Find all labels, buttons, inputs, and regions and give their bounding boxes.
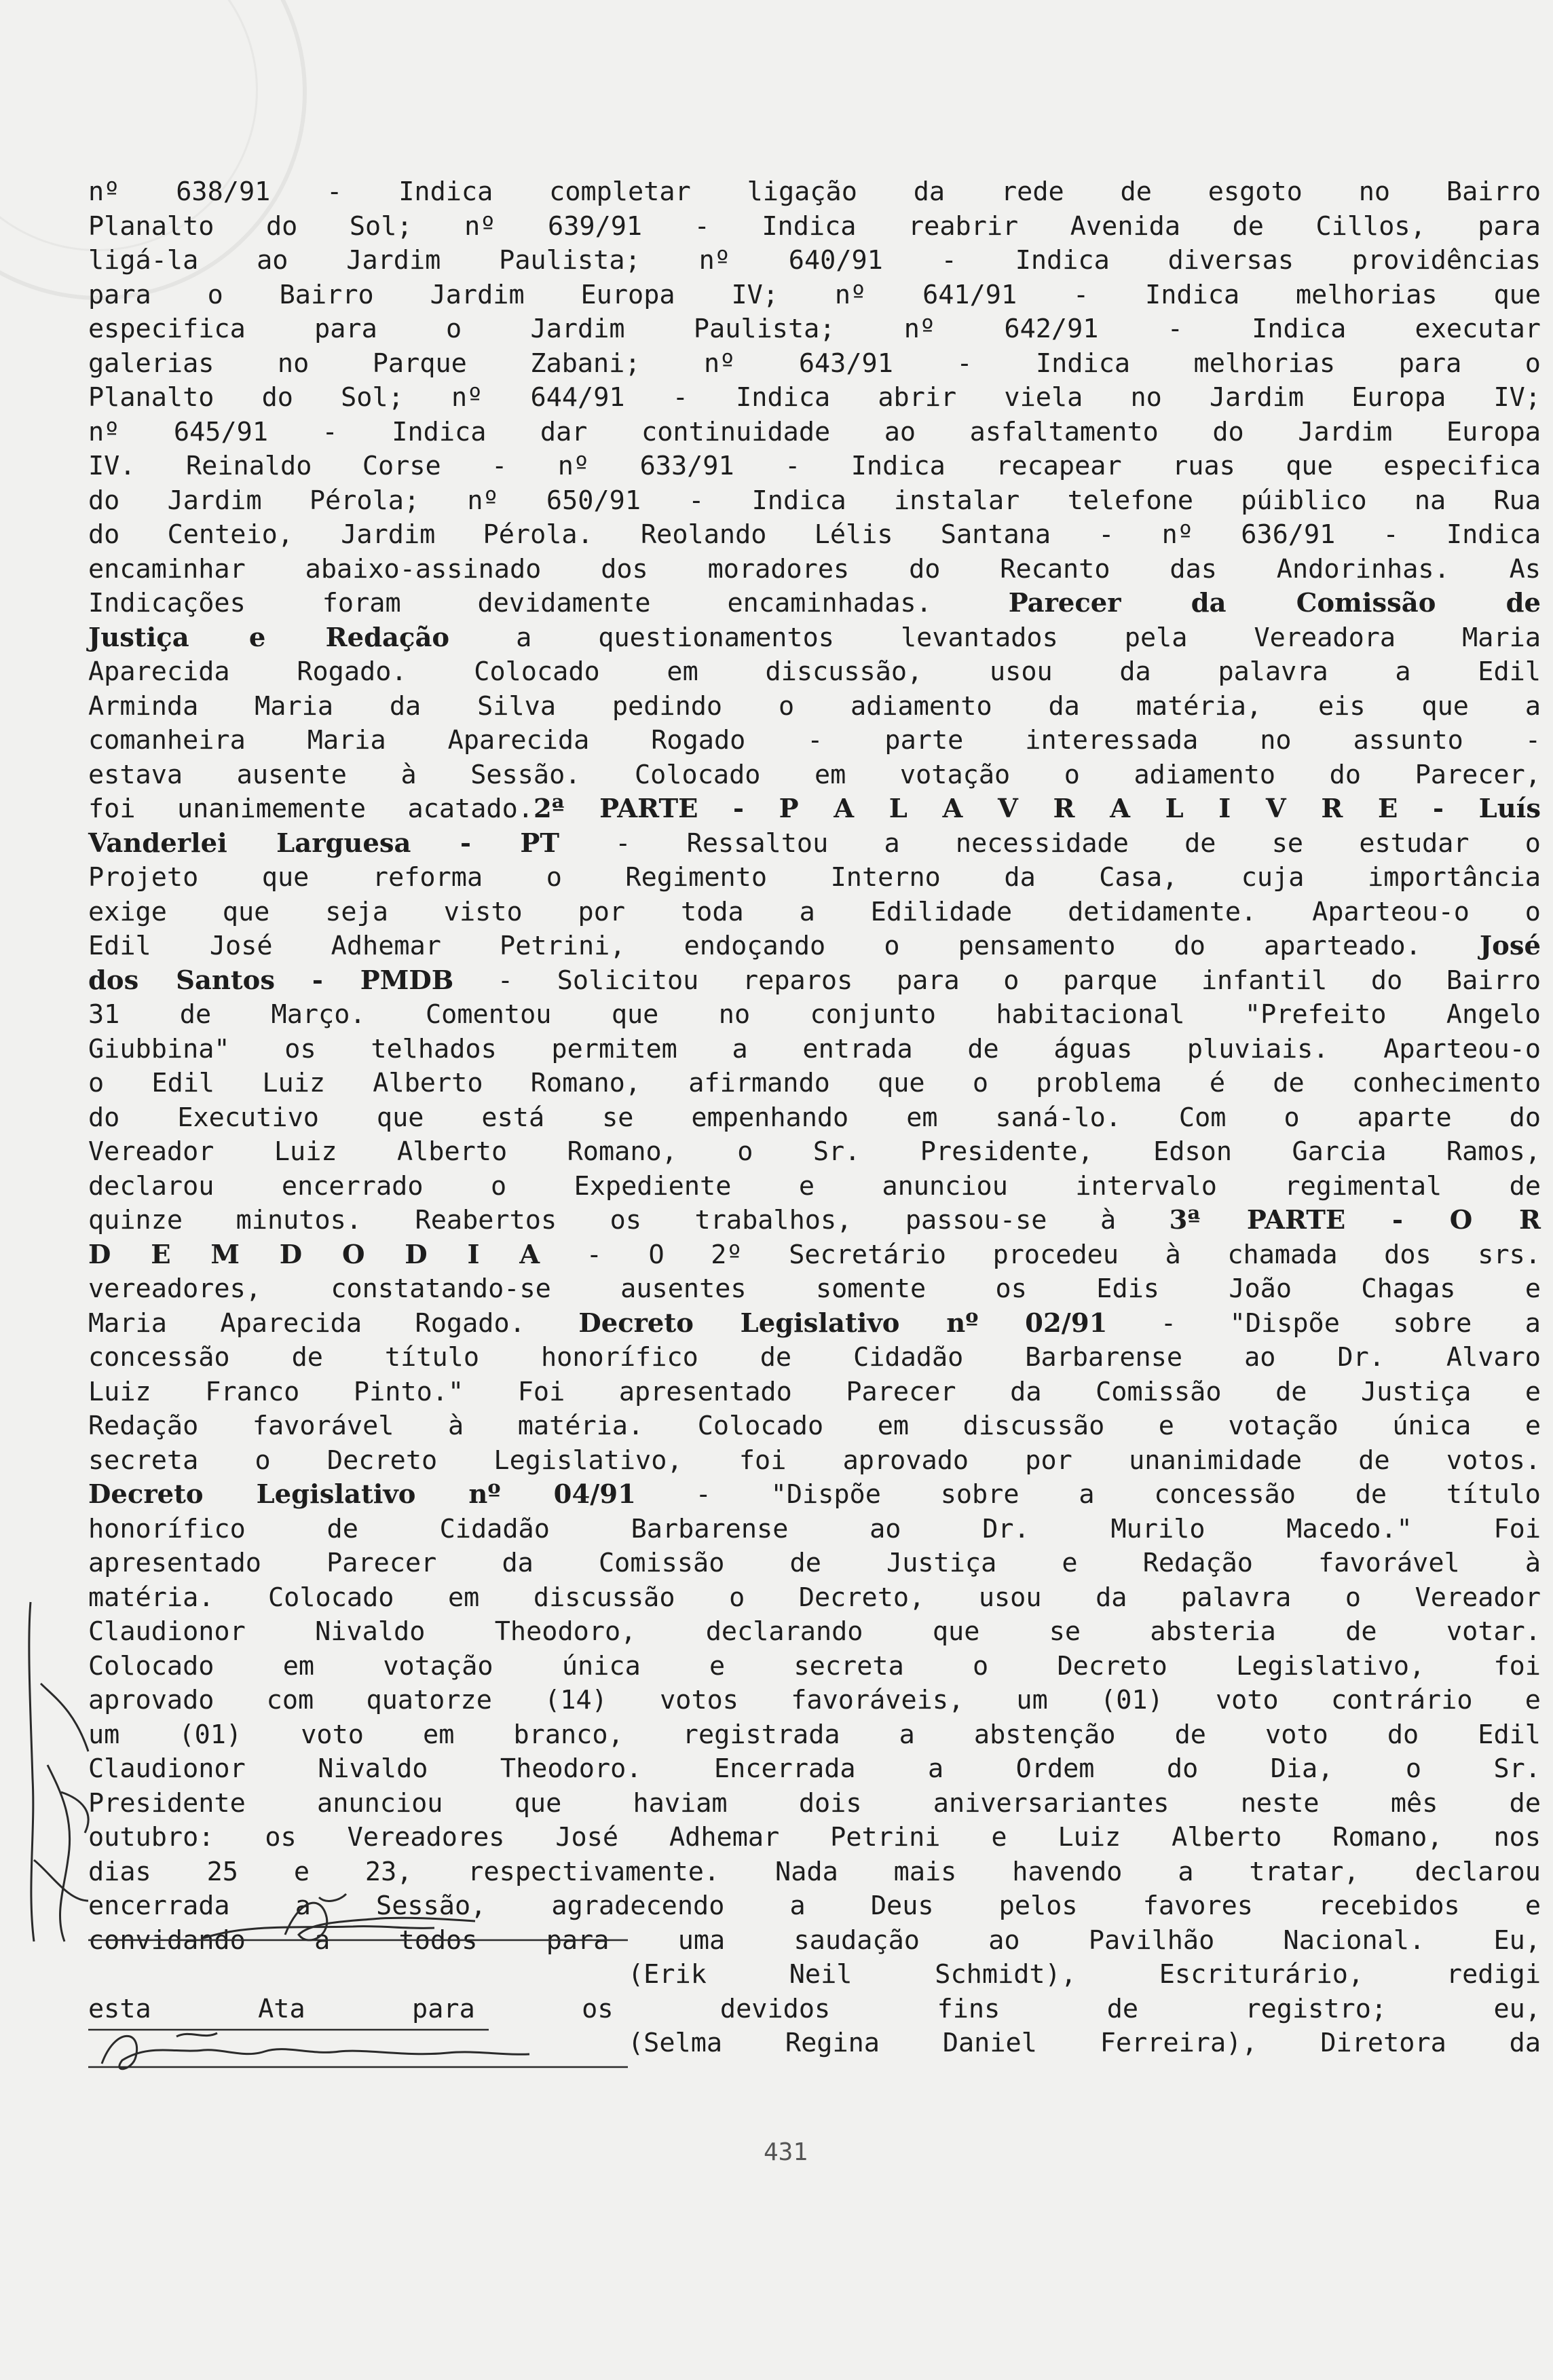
- text-line: do Jardim Pérola; nº 650/91 - Indica instalar telefone púiblico na Rua: [88, 485, 1541, 516]
- text-line: apresentado Parecer da Comissão de Justiça e Redação favorável à: [88, 1548, 1541, 1578]
- text-line: Colocado em votação única e secreta o Decreto Legislativo, foi: [88, 1650, 1541, 1681]
- text-line: Maria Aparecida Rogado. Decreto Legislativo nº 02/91 - "Dispõe sobre a: [88, 1307, 1541, 1339]
- text-line: esta Ata para os devidos fins de registro; eu,: [88, 1993, 1541, 2024]
- text-line: do Executivo que está se empenhando em saná-lo. Com o aparte do: [88, 1102, 1541, 1133]
- text-line: aprovado com quatorze (14) votos favoráveis, um (01) voto contrário e: [88, 1685, 1541, 1715]
- text-line: encaminhar abaixo-assinado dos moradores do Recanto das Andorinhas. As: [88, 553, 1541, 584]
- text-line: Claudionor Nivaldo Theodoro. Encerrada a Ordem do Dia, o Sr.: [88, 1753, 1541, 1784]
- text-line: outubro: os Vereadores José Adhemar Petrini e Luiz Alberto Romano, nos: [88, 1822, 1541, 1853]
- text-line: Indicações foram devidamente encaminhadas. Parecer da Comissão de: [88, 588, 1541, 618]
- text-line: Vanderlei Larguesa - PT - Ressaltou a necessidade de se estudar o: [88, 828, 1541, 859]
- text-line: quinze minutos. Reabertos os trabalhos, passou-se à 3ª PARTE - O R: [88, 1205, 1541, 1235]
- text-line: (Erik Neil Schmidt), Escriturário, redigi: [628, 1959, 1541, 1990]
- text-line: matéria. Colocado em discussão o Decreto, usou da palavra o Vereador: [88, 1582, 1541, 1613]
- text-line: o Edil Luiz Alberto Romano, afirmando que o problema é de conhecimento: [88, 1068, 1541, 1098]
- text-line: para o Bairro Jardim Europa IV; nº 641/91 - Indica melhorias que: [88, 279, 1541, 310]
- text-line: encerrada a Sessão, agradecendo a Deus pelos favores recebidos e: [88, 1891, 1541, 1921]
- text-line: comanheira Maria Aparecida Rogado - parte interessada no assunto -: [88, 725, 1541, 756]
- text-line: D E M D O D I A - O 2º Secretário procedeu à chamada dos srs.: [88, 1239, 1541, 1270]
- text-line: Claudionor Nivaldo Theodoro, declarando que se absteria de votar.: [88, 1616, 1541, 1647]
- text-line: declarou encerrado o Expediente e anunciou intervalo regimental de: [88, 1170, 1541, 1202]
- text-line: (Selma Regina Daniel Ferreira), Diretora da: [628, 2028, 1541, 2058]
- text-line: Decreto Legislativo nº 04/91 - "Dispõe sobre a concessão de título: [88, 1479, 1541, 1510]
- text-line: Projeto que reforma o Regimento Interno da Casa, cuja importância: [88, 862, 1541, 893]
- signature-erik-scribble: [204, 1894, 475, 1940]
- text-line: ligá-la ao Jardim Paulista; nº 640/91 - Indica diversas providências: [88, 245, 1541, 276]
- text-line: dos Santos - PMDB - Solicitou reparos para o parque infantil do Bairro: [88, 965, 1541, 996]
- text-line: concessão de título honorífico de Cidadão Barbarense ao Dr. Alvaro: [88, 1342, 1541, 1373]
- text-line: nº 645/91 - Indica dar continuidade ao asfaltamento do Jardim Europa: [88, 416, 1541, 447]
- text-line: vereadores, constatando-se ausentes somente os Edis João Chagas e: [88, 1273, 1541, 1304]
- text-line: Planalto do Sol; nº 639/91 - Indica reabrir Avenida de Cillos, para: [88, 210, 1541, 242]
- text-line: especifica para o Jardim Paulista; nº 642/91 - Indica executar: [88, 314, 1541, 344]
- text-line: 31 de Março. Comentou que no conjunto habitacional "Prefeito Angelo: [88, 999, 1541, 1030]
- text-line: Planalto do Sol; nº 644/91 - Indica abrir viela no Jardim Europa IV;: [88, 382, 1541, 413]
- text-line: Edil José Adhemar Petrini, endoçando o pensamento do aparteado. José: [88, 931, 1541, 961]
- text-line: IV. Reinaldo Corse - nº 633/91 - Indica recapear ruas que especifica: [88, 451, 1541, 481]
- text-line: convidando a todos para uma saudação ao Pavilhão Nacional. Eu,: [88, 1925, 1541, 1956]
- margin-signature-bracket: [29, 1602, 88, 1941]
- text-line: Justiça e Redação a questionamentos levantados pela Vereadora Maria: [88, 622, 1541, 653]
- text-line: Aparecida Rogado. Colocado em discussão, usou da palavra a Edil: [88, 656, 1541, 687]
- text-line: foi unanimemente acatado.2ª PARTE - P A L A V R A L I V R E - Luís: [88, 794, 1541, 824]
- text-line: dias 25 e 23, respectivamente. Nada mais havendo a tratar, declarou: [88, 1856, 1541, 1887]
- signature-selma-scribble: [102, 2033, 529, 2069]
- text-line: honorífico de Cidadão Barbarense ao Dr. Murilo Macedo." Foi: [88, 1513, 1541, 1544]
- text-line: nº 638/91 - Indica completar ligação da rede de esgoto no Bairro: [88, 176, 1541, 207]
- text-line: estava ausente à Sessão. Colocado em votação o adiamento do Parecer,: [88, 759, 1541, 790]
- text-line: Presidente anunciou que haviam dois aniversariantes neste mês de: [88, 1787, 1541, 1819]
- text-line: galerias no Parque Zabani; nº 643/91 - Indica melhorias para o: [88, 348, 1541, 379]
- text-line: Vereador Luiz Alberto Romano, o Sr. Presidente, Edson Garcia Ramos,: [88, 1136, 1541, 1167]
- text-line: Luiz Franco Pinto." Foi apresentado Parecer da Comissão de Justiça e: [88, 1376, 1541, 1407]
- text-line: Redação favorável à matéria. Colocado em discussão e votação única e: [88, 1411, 1541, 1441]
- text-line: secreta o Decreto Legislativo, foi aprovado por unanimidade de votos.: [88, 1445, 1541, 1476]
- text-line: exige que seja visto por toda a Edilidade detidamente. Aparteou-o o: [88, 896, 1541, 927]
- page-number: 431: [764, 2138, 808, 2166]
- text-line: Arminda Maria da Silva pedindo o adiamento da matéria, eis que a: [88, 690, 1541, 722]
- text-line: do Centeio, Jardim Pérola. Reolando Lélis Santana - nº 636/91 - Indica: [88, 519, 1541, 550]
- text-line: Giubbina" os telhados permitem a entrada de águas pluviais. Aparteou-o: [88, 1033, 1541, 1064]
- text-line: um (01) voto em branco, registrada a abstenção de voto do Edil: [88, 1719, 1541, 1750]
